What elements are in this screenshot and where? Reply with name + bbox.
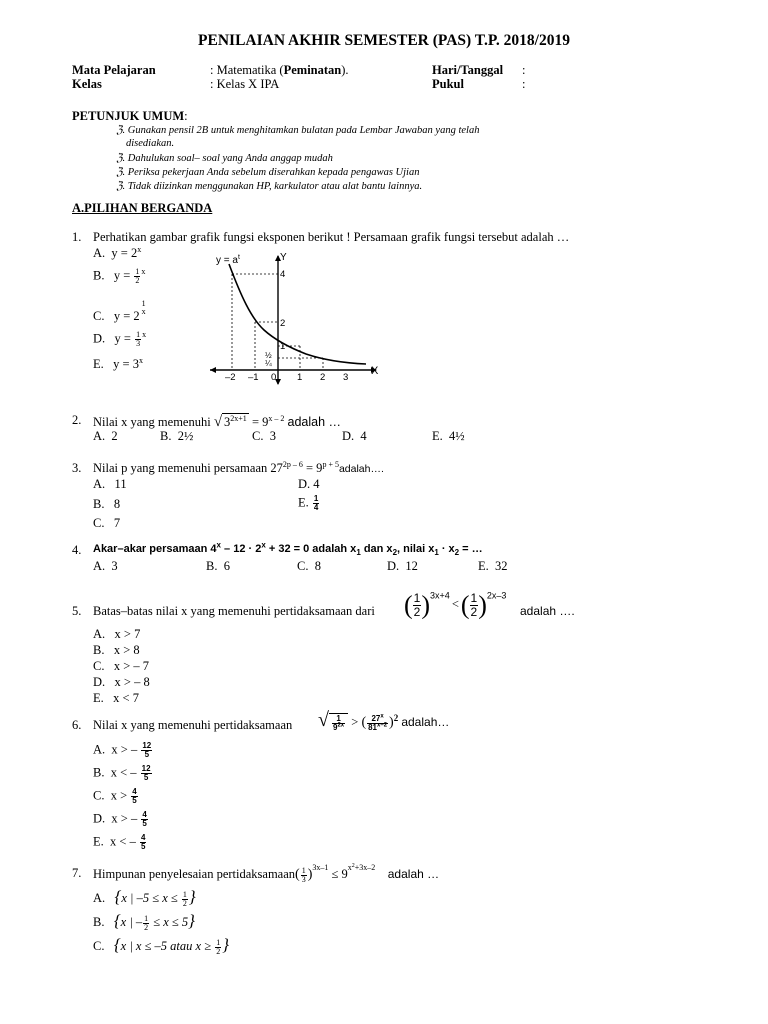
q1-option-a: A. $y = 2^x$ <box>93 244 142 260</box>
q4-option-d: D. 12 <box>387 559 418 573</box>
q1-option-b: B. y = $\frac{1}{2}$ $^x$ <box>93 267 146 285</box>
q3-number: 3. <box>72 461 82 475</box>
q2-option-a: A. 2 <box>93 429 118 443</box>
petunjuk-heading: PETUNJUK UMUM: <box>72 109 188 123</box>
q5-option-b: B. x > 8 <box>93 643 140 657</box>
hari-label: Hari/Tanggal <box>432 63 504 77</box>
pukul-value: : <box>522 77 526 91</box>
q5-text-after: adalah …. <box>520 604 575 618</box>
q1-option-e: E. $y = 3^x$ <box>93 355 143 371</box>
q7-text: Himpunan penyelesaian pertidaksamaan( $\frac{1}{3}$ )$^{3x-1} \le 9^{x^2+3x-2}$ adalah … <box>93 863 440 884</box>
q3-option-d: D. 4 <box>298 477 320 491</box>
q2-text: Nilai x yang memenuhi √ $3^{2x+1} = 9^{x - 2}$ adalah … <box>93 413 342 430</box>
mapel-label: Mata Pelajaran <box>72 63 156 77</box>
x-tick-2: 2 <box>320 372 326 383</box>
q5-option-a: A. x > 7 <box>93 627 141 641</box>
mapel-value: : Matematika (Peminatan). <box>210 63 349 77</box>
q4-option-c: C. 8 <box>297 559 321 573</box>
x-tick-neg2: –2 <box>225 372 236 383</box>
x-axis-arrow-left <box>210 367 216 373</box>
q2-option-b: B. 2½ <box>160 429 194 443</box>
y-tick-4: 4 <box>280 269 286 280</box>
q1-exponential-graph <box>196 246 391 386</box>
q4-number: 4. <box>72 543 82 557</box>
q6-number: 6. <box>72 718 82 732</box>
petunjuk-item-4: ℨ. Tidak diizinkan menggunakan HP, karkulator atau alat bantu lainnya. <box>116 181 423 192</box>
section-title: A.PILIHAN BERGANDA <box>72 201 213 215</box>
y-tick-half: ½ <box>265 351 272 360</box>
hari-value: : <box>522 63 526 77</box>
q1-text: Perhatikan gambar grafik fungsi eksponen berikut ! Persamaan grafik fungsi tersebut adalah … <box>93 230 570 244</box>
y-tick-1: 1 <box>280 341 286 352</box>
q7-option-b: B. {x | – $\frac{1}{2}$ ≤ x ≤ 5} <box>93 911 195 932</box>
petunjuk-item-1-cont: disediakan. <box>126 138 175 149</box>
kelas-value: : Kelas X IPA <box>210 77 280 91</box>
q6-text: Nilai x yang memenuhi pertidaksamaan <box>93 718 293 732</box>
q7-option-a: A. {x | –5 ≤ x ≤ $\frac{1}{2}$ } <box>93 887 196 908</box>
q3-text: Nilai p yang memenuhi persamaan $27^{2p - 6}$ = $9^{p + 5}adalah\dots$. <box>93 459 384 475</box>
q4-option-e: E. 32 <box>478 559 508 573</box>
q3-option-b: B. 8 <box>93 497 121 511</box>
q4-option-b: B. 6 <box>206 559 230 573</box>
q6-option-b: B. x < – $\frac{12}{5}$ <box>93 764 151 782</box>
q6-option-a: A. x > – $\frac{12}{5}$ <box>93 741 152 759</box>
x-axis-label: X <box>371 365 379 377</box>
petunjuk-item-2: ℨ. Dahulukan soal– soal yang Anda anggap mudah <box>116 153 333 164</box>
petunjuk-item-3: ℨ. Periksa pekerjaan Anda sebelum diserahkan kepada pengawas Ujian <box>116 167 420 178</box>
curve-label: $y = a^t$ <box>216 254 240 266</box>
q1-number: 1. <box>72 230 82 244</box>
x-tick-1: 1 <box>297 372 303 383</box>
q4-text: Akar–akar persamaan $4^x - 12 \cdot 2^x + 32 = 0$ adalah $x_1$ dan $x_2$, nilai $x_1 \cdot x_2$ = … <box>93 540 483 558</box>
q1-option-c: C. y = 2 1 x <box>93 299 146 323</box>
q3-option-a: A. 11 <box>93 477 127 491</box>
petunjuk-item-1: ℨ. Gunakan pensil 2B untuk menghitamkan bulatan pada Lembar Jawaban yang telah <box>116 125 480 136</box>
q6-inequality: √ $\frac{1}{9^{2x}}$ > ( $\frac{27^x}{81^{x-2}}$ )$^2$ adalah… <box>318 709 450 732</box>
q3-option-c: C. 7 <box>93 516 121 530</box>
q5-inequality: ( $\frac{1}{2}$ )$^{3x+4}$<( $\frac{1}{2}$ )$^{2x-3}$ <box>404 590 507 620</box>
q5-number: 5. <box>72 604 82 618</box>
q4-option-a: A. 3 <box>93 559 118 573</box>
q7-option-c: C. {x | x ≤ –5 atau x ≥ $\frac{1}{2}$ } <box>93 935 229 956</box>
q5-option-c: C. x > – 7 <box>93 659 150 673</box>
q5-option-e: E. x < 7 <box>93 691 139 705</box>
q7-number: 7. <box>72 866 82 880</box>
y-tick-2: 2 <box>280 318 286 329</box>
q6-option-e: E. x < – $\frac{4}{5}$ <box>93 833 146 851</box>
exponential-curve <box>229 264 366 364</box>
q2-number: 2. <box>72 413 82 427</box>
page-title: PENILAIAN AKHIR SEMESTER (PAS) T.P. 2018/2019 <box>198 32 570 49</box>
q3-option-e: E. $\frac{1}{4}$ <box>298 494 319 512</box>
q5-text: Batas–batas nilai x yang memenuhi pertidaksamaan dari <box>93 604 375 618</box>
q6-option-d: D. x > – $\frac{4}{5}$ <box>93 810 147 828</box>
pukul-label: Pukul <box>432 77 464 91</box>
kelas-label: Kelas <box>72 77 102 91</box>
q5-option-d: D. x > – 8 <box>93 675 150 689</box>
q2-option-c: C. 3 <box>252 429 276 443</box>
y-axis-label: Y <box>280 252 287 263</box>
y-tick-quarter: ¼ <box>265 359 272 368</box>
x-tick-neg1: –1 <box>248 372 259 383</box>
q1-option-d: D. y = $\frac{1}{3}$ $^x$ <box>93 330 147 348</box>
q2-option-d: D. 4 <box>342 429 367 443</box>
x-tick-0: 0 <box>271 372 277 383</box>
q2-option-e: E. 4½ <box>432 429 465 443</box>
q6-option-c: C. x > $\frac{4}{5}$ <box>93 787 137 805</box>
x-tick-3: 3 <box>343 372 349 383</box>
